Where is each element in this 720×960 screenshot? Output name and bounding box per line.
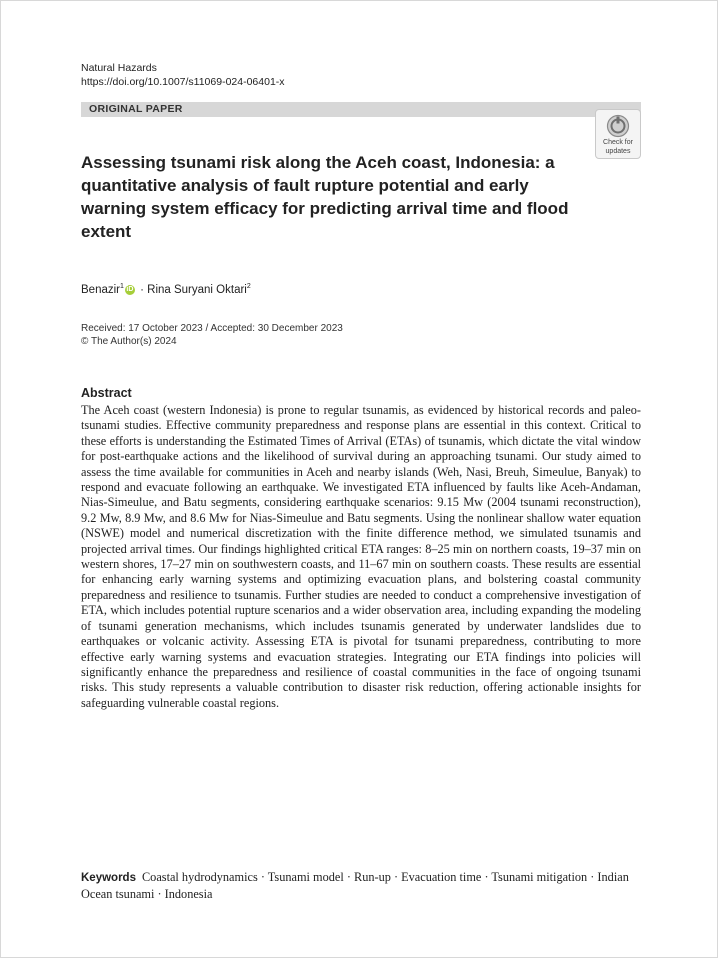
publication-dates [81, 322, 343, 348]
author-affiliation: 1 [120, 283, 124, 290]
author-name[interactable]: Rina Suryani Oktari [147, 283, 247, 296]
journal-header [81, 61, 285, 89]
paper-title: Assessing tsunami risk along the Aceh coast, Indonesia: a quantitative analysis of fault rupture potential and early warning system efficacy for predicting arrival time and flood extent [81, 153, 569, 241]
journal-name: Natural Hazards [81, 62, 157, 74]
check-for-updates-icon [606, 114, 630, 138]
doi-link[interactable]: https://doi.org/10.1007/s11069-024-06401-x [81, 76, 285, 88]
author-separator: · [136, 283, 148, 296]
abstract-heading: Abstract [81, 386, 132, 400]
check-for-updates-badge[interactable] [595, 109, 641, 159]
article-type-band [81, 102, 641, 117]
copyright-line: © The Author(s) 2024 [81, 336, 177, 347]
author-list [81, 279, 251, 298]
keywords-list: Coastal hydrodynamics · Tsunami model · Run-up · Evacuation time · Tsunami mitigation · Indian Ocean tsunami · Indonesia [81, 870, 629, 901]
badge-line2: updates [605, 148, 631, 155]
keywords-section [81, 869, 641, 902]
article-type-label: ORIGINAL PAPER [89, 103, 183, 115]
keywords-label: Keywords [81, 872, 136, 884]
abstract-body: The Aceh coast (western Indonesia) is prone to regular tsunamis, as evidenced by historical records and paleo-tsunami studies. Effective community preparedness and response plans are essential in this context. Critical to these efforts is understanding the Estimated Times of Arrival (ETAs) of tsunamis, which dictate the vital window for post-earthquake actions and the likelihood of survival during an approaching tsunami. Our study aimed to assess the time available for communities in Aceh and nearby islands (Weh, Nasi, Breuh, Simeulue, Banyak) to respond and evacuate following an earthquake. We investigated ETA influenced by faults like Aceh-Andaman, Nias-Simeulue, and Batu segments, considering earthquake scenarios: 9.15 Mw (2004 tsunami reconstruction), 9.2 Mw, 8.9 Mw, and 8.6 Mw for Nias-Simeulue and Batu segments. Using the nonlinear shallow water equation (NSWE) model and numerical discretization with the finite difference method, we simulated tsunamis and projected arrival times. Our findings highlighted critical ETA ranges: 8–25 min on northern coasts, 19–37 min on western shores, 17–27 min on southwestern coasts, and 11–67 min on southern coasts. These results are essential for enhancing early warning systems and optimizing evacuation plans, and bolstering coastal community preparedness and resilience to tsunamis. Further studies are needed to conduct a comprehensive investigation of ETA, which includes potential rupture scenarios and a wider observation area, including expanding the modeling of tsunami generation mechanisms, which includes tsunamis generated by underwater landslides due to earthquakes or volcanic activity. Assessing ETA is pivotal for tsunami preparedness, contributing to more effective early warning systems and evacuation strategies. Integrating our ETA findings into policies will significantly enhance the preparedness and resilience of coastal communities in the face of ongoing tsunami risks. This study represents a valuable contribution to disaster risk reduction, offering actionable insights for safeguarding vulnerable coastal regions. [81, 403, 641, 710]
received-accepted-dates: Received: 17 October 2023 / Accepted: 30 December 2023 [81, 323, 343, 334]
author-affiliation: 2 [246, 283, 251, 290]
author-name[interactable]: Benazir [81, 283, 120, 296]
badge-line1: Check for [603, 139, 633, 146]
orcid-icon[interactable]: iD [126, 285, 134, 293]
